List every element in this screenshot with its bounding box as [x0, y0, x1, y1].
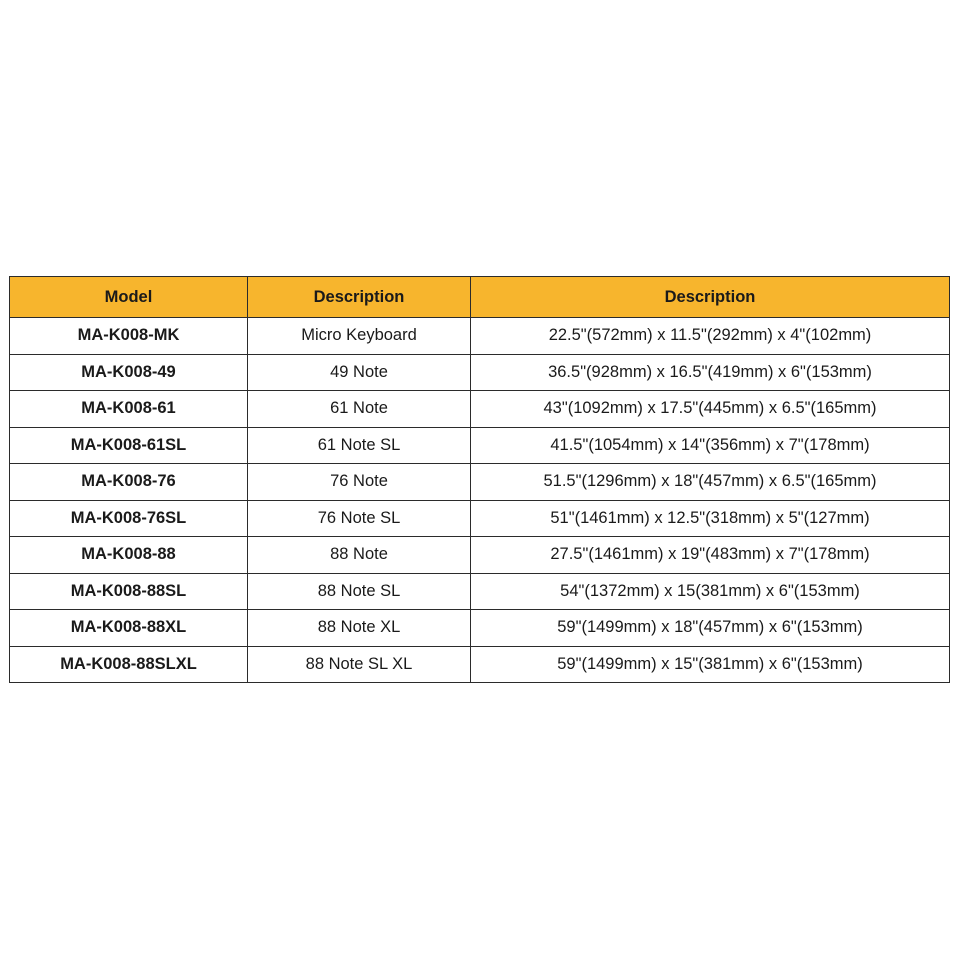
description-cell: 88 Note SL [248, 573, 471, 610]
model-cell: MA-K008-MK [10, 318, 248, 355]
table-body [10, 318, 950, 683]
dimensions-cell: 22.5"(572mm) x 11.5"(292mm) x 4"(102mm) [471, 318, 950, 355]
description-cell: 88 Note [248, 537, 471, 574]
model-cell: MA-K008-88 [10, 537, 248, 574]
table-row [10, 318, 950, 355]
model-cell: MA-K008-61 [10, 391, 248, 428]
dimensions-cell: 27.5"(1461mm) x 19"(483mm) x 7"(178mm) [471, 537, 950, 574]
model-cell: MA-K008-88XL [10, 610, 248, 647]
dimensions-cell: 43"(1092mm) x 17.5"(445mm) x 6.5"(165mm) [471, 391, 950, 428]
table-row [10, 354, 950, 391]
description-cell: 88 Note SL XL [248, 646, 471, 683]
header-description: Description [248, 277, 471, 318]
spec-table [9, 276, 950, 683]
table-header [10, 277, 950, 318]
table-row [10, 646, 950, 683]
model-cell: MA-K008-76SL [10, 500, 248, 537]
dimensions-cell: 51.5"(1296mm) x 18"(457mm) x 6.5"(165mm) [471, 464, 950, 501]
table-row [10, 537, 950, 574]
header-model: Model [10, 277, 248, 318]
dimensions-cell: 59"(1499mm) x 18"(457mm) x 6"(153mm) [471, 610, 950, 647]
dimensions-cell: 54"(1372mm) x 15(381mm) x 6"(153mm) [471, 573, 950, 610]
model-cell: MA-K008-88SLXL [10, 646, 248, 683]
description-cell: 76 Note [248, 464, 471, 501]
dimensions-cell: 59"(1499mm) x 15"(381mm) x 6"(153mm) [471, 646, 950, 683]
table-row [10, 610, 950, 647]
description-cell: 76 Note SL [248, 500, 471, 537]
table-row [10, 427, 950, 464]
description-cell: Micro Keyboard [248, 318, 471, 355]
model-cell: MA-K008-61SL [10, 427, 248, 464]
dimensions-cell: 36.5"(928mm) x 16.5"(419mm) x 6"(153mm) [471, 354, 950, 391]
table-row [10, 391, 950, 428]
model-cell: MA-K008-76 [10, 464, 248, 501]
description-cell: 88 Note XL [248, 610, 471, 647]
table-row [10, 464, 950, 501]
header-row [10, 277, 950, 318]
model-cell: MA-K008-49 [10, 354, 248, 391]
header-dimensions: Description [471, 277, 950, 318]
table-row [10, 573, 950, 610]
dimensions-cell: 51"(1461mm) x 12.5"(318mm) x 5"(127mm) [471, 500, 950, 537]
dimensions-cell: 41.5"(1054mm) x 14"(356mm) x 7"(178mm) [471, 427, 950, 464]
table-row [10, 500, 950, 537]
model-cell: MA-K008-88SL [10, 573, 248, 610]
description-cell: 61 Note SL [248, 427, 471, 464]
description-cell: 49 Note [248, 354, 471, 391]
description-cell: 61 Note [248, 391, 471, 428]
